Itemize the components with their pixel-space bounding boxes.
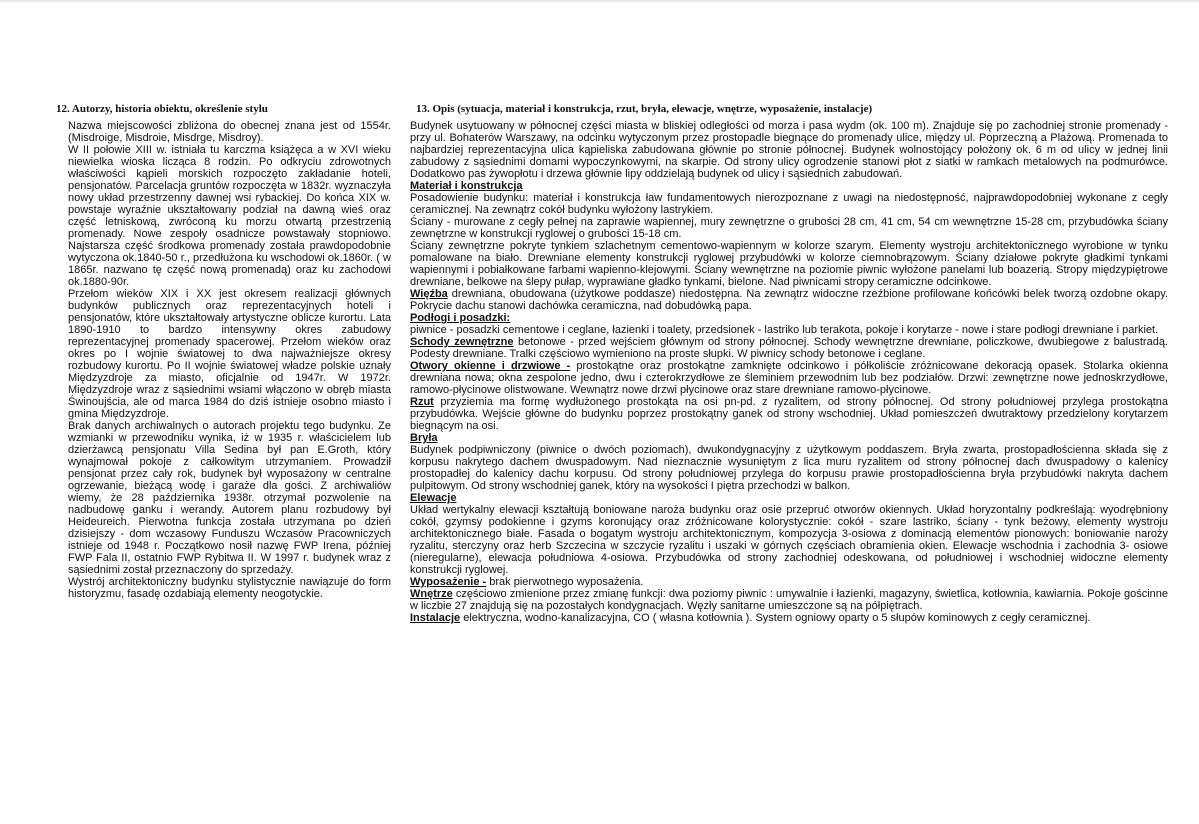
- subsection-stairs: [410, 336, 1168, 360]
- subsection-paragraph: Ściany - murowane z cegły pełnej na zaprawie wapiennej, mury zewnętrzne o grubości 28 cm, 41 cm, 54 cm wewnętrzne 15-28 cm, przybudówka ściany zewnętrzne w konstrukcji ryglowej o grubości 15-18 cm.: [410, 216, 1168, 240]
- history-paragraph: Nazwa miejscowości zbliżona do obecnej znana jest od 1554r. (Misdroige, Misdroie, Misdrge, Misdroy).: [68, 120, 391, 144]
- section-13-heading: 13. Opis (sytuacja, materiał i konstrukcja, rzut, bryła, elewacje, wnętrze, wyposażenie, instalacje): [416, 103, 873, 115]
- subsection-title: Otwory okienne i drzwiowe -: [410, 360, 571, 372]
- subsection-plan: [410, 396, 1168, 432]
- subsection-title: Rzut: [410, 396, 434, 408]
- scan-edge: [0, 0, 1199, 2]
- subsection-interior: [410, 588, 1168, 612]
- subsection-title: Podłogi i posadzki:: [410, 312, 511, 324]
- subsection-text: prostokątne oraz prostokątne zamknięte odcinkowo i półkoliście zróżnicowane dekoracją opasek. Stolarka okienna drewniana nowa; okna zespolone jedno, dwu i czterokrzydłowe ze śleminiem przewodnim lub bez podziałów. Drzwi: zewnętrzne nowe jednoskrzydłowe, ramowo-płycinowe olistwowane. Wewnątrz nowe drzwi płycinowe oraz stare drewniane ramowo-płycinowe.: [410, 360, 1168, 396]
- history-paragraph: Wystrój architektoniczny budynku stylistycznie nawiązuje do form historyzmu, fasadę ozdabiają elementy neogotyckie.: [68, 576, 391, 600]
- subsection-paragraph: Ściany zewnętrzne pokryte tynkiem szlachetnym cementowo-wapiennym w kolorze szarym. Elementy wystroju architektonicznego wyrobione w tynku pomalowane na biało. Drewniane elementy konstrukcji ryglowej przybudówki w kolorze ciemnobrązowym. Ściany działowe pokryte gładkimi tynkami wapiennymi i pobiałkowane farbami wapienno-klejowymi. Ściany wewnętrzne na poziomie piwnic wyłożone panelami lub boazerią. Stropy międzypiętrowe drewniane, belkowe na ślepy pułap, wyprawiane gładko tynkami, bielone. Nad piwnicami stropy ceramiczne odcinkowe.: [410, 240, 1168, 288]
- subsection-material: [410, 180, 1168, 288]
- subsection-title: Wyposażenie -: [410, 576, 487, 588]
- subsection-title: Instalacje: [410, 612, 461, 624]
- subsection-title: Wnętrze: [410, 588, 453, 600]
- history-paragraph: W II połowie XIII w. istniała tu karczma książęca a w XVI wieku niewielka wioska licząca 8 rodzin. Po odkryciu zdrowotnych właściwości kąpieli morskich rozpoczęto zakładanie hoteli, pensjonatów. Parcelacja gruntów rozpoczęta w 1832r. wyznaczyła nowy układ przestrzenny dawnej wsi rybackiej. Do końca XIX w. powstaje wyraźnie ukształtowany podział na dawną wieś oraz część letniskową, zwróconą ku morzu otwartą przestrzenią promenady. Nowe zespoły osadnicze powstawały stopniowo. Najstarsza część środkowa promenady została prawdopodobnie wytyczona ok.1840-50 r., przedłużona ku wschodowi ok.1860r. ( w 1865r. nazwano tę część nową promenadą) oraz ku zachodowi ok.1880-90r.: [68, 144, 391, 288]
- subsection-paragraph: Budynek podpiwniczony (piwnice o dwóch poziomach), dwukondygnacyjny z użytkowym poddaszem. Bryła zwarta, prostopadłościenna składa się z korpusu nakrytego dachem dwuspadowym. Nad nieznacznie wysuniętym z lica muru ryzalitem od strony północnej dach dwuspadowy o kalenicy prostopadłej do kalenicy dachu korpusu. Od strony południowej przylega do korpusu prawie prostopadłościenna bryła przybudówki nakryta dachem pulpitowym. Od strony wschodniej ganek, który na wysokości I piętra przechodzi w balkon.: [410, 444, 1168, 492]
- subsection-title: Więźba: [410, 288, 448, 300]
- subsection-equipment: [410, 576, 1168, 588]
- subsection-text: przyziemia ma formę wydłużonego prostokąta na osi pn-pd. z ryzalitem, od strony północnej. Od strony południowej przylega prostokątna przybudówka. Wejście główne do budynku poprzez prostokątny ganek od strony wschodniej. Układ pomieszczeń dwutraktowy przedzielony korytarzem biegnącym na osi.: [410, 396, 1169, 432]
- subsection-wiezba: [410, 288, 1168, 312]
- subsection-installations: [410, 612, 1168, 624]
- right-column: [398, 100, 1168, 624]
- section-12-heading: 12. Autorzy, historia obiektu, określenie stylu: [56, 103, 268, 115]
- subsection-paragraph: Układ wertykalny elewacji kształtują boniowane naroża budynku oraz osie przepruć otworów okiennych. Układ horyzontalny podkreślają: wyodrębniony cokół, gzymsy podokienne i gzyms koronujący oraz zróżnicowane kolorystycznie: cokół - szare lastriko, ściany - tynk beżowy, elementy wystroju architektonicznego białe. Fasada o bogatym wystroju architektonicznym, kompozycja 3-osiowa z dominacją elementów pionowych: boniowanie naroży ryzalitu, sterczyny oraz herb Szczecina w szczycie ryzalitu i uszaki w górnych częściach obramienia okien. Elewacje wschodnia i zachodnia 3- osiowe (nieregularne), elewacja południowa 4-osiowa. Przybudówka od strony zachodniej odeskowana, od południowej i wschodniej widoczne elementy konstrukcji ryglowej.: [410, 504, 1168, 576]
- subsection-floors: [410, 312, 1168, 336]
- section-13-body: [410, 120, 1168, 624]
- subsection-title: Materiał i konstrukcja: [410, 180, 523, 192]
- subsection-elevations: [410, 492, 1168, 576]
- subsection-title: Bryła: [410, 432, 438, 444]
- subsection-paragraph: Posadowienie budynku: materiał i konstrukcja ław fundamentowych nierozpoznane z uwagi na niedostępność, najprawdopodobniej wykonane z cegły ceramicznej. Na zewnątrz cokół budynku wyłożony lastrykiem.: [410, 192, 1168, 216]
- subsection-text: częściowo zmienione przez zmianę funkcji: dwa poziomy piwnic : umywalnie i łazienki, magazyny, świetlica, kotłownia, kawiarnia. Pokoje gościnne w liczbie 27 znajdują się na pozostałych kondygnacjach. Węzły sanitarne umieszczone są na półpiętrach.: [410, 588, 1168, 612]
- left-column: [46, 100, 391, 600]
- subsection-massing: [410, 432, 1168, 492]
- intro-paragraph: Budynek usytuowany w północnej części miasta w bliskiej odległości od morza i pasa wydm (ok. 100 m). Znajduje się po zachodniej stronie promenady - przy ul. Bohaterów Warszawy, na odcinku wytyczonym przez prostopadle biegnące do promenady ulice, między ul. Poprzeczną a Plażową. Promenada to najbardziej reprezentacyjna ulica kąpieliska zabudowana głównie po stronie północnej. Budynek wolnostojący położony ok. 6 m od ulicy w jednej linii zabudowy z sąsiednimi domami wypoczynkowymi, na skarpie. Od strony ulicy ogrodzenie stanowi płot z siatki w ramkach metalowych na podmurówce. Dodatkowo pas żywopłotu i drzewa głównie lipy oddzielają budynek od ulicy i sąsiednich zabudowań.: [410, 120, 1168, 180]
- subsection-text: elektryczna, wodno-kanalizacyjna, CO ( własna kotłownia ). System ogniowy oparty o 5 słupów kominowych z cegły ceramicznej.: [463, 612, 1091, 624]
- subsection-text: drewniana, obudowana (użytkowe poddasze) niedostępna. Na zewnątrz widoczne rzeźbione profilowane końcówki belek tworzą ozdobne okapy. Pokrycie dachu stanowi dachówka ceramiczna, nad dobudówką papa.: [410, 288, 1168, 312]
- subsection-paragraph: piwnice - posadzki cementowe i ceglane, łazienki i toalety, przedsionek - lastriko lub terakota, pokoje i korytarze - nowe i stare podłogi drewniane i parkiet.: [410, 324, 1159, 336]
- subsection-openings: [410, 360, 1168, 396]
- section-12-body: [68, 120, 391, 600]
- history-paragraph: Brak danych archiwalnych o autorach projektu tego budynku. Ze wzmianki w przewodniku wynika, iż w 1935 r. właścicielem lub dzierżawcą pensjonatu Villa Sedina był pan E.Groth, który wynajmował pokoje z całkowitym utrzymaniem. Prowadził pensjonat przez cały rok, budynek był wyposażony w centralne ogrzewanie, bieżącą wodę i garaże dla gości. Z archiwaliów wiemy, że 28 października 1938r. otrzymał pozwolenie na nadbudowę ganku i werandy. Autorem planu rozbudowy był Heideureich. Pierwotna funkcja została utrzymana po dzień dzisiejszy - dom wczasowy Funduszu Wczasów Pracowniczych istnieje od 1948 r. Początkowo nosił nazwę FWP Irena, później FWP Fala II, ostatnio FWP Rybitwa II. W 1997 r. budynek wraz z sąsiednimi został przeznaczony do sprzedaży.: [68, 420, 391, 576]
- subsection-text: betonowe - przed wejściem głównym od strony północnej. Schody wewnętrzne drewniane, policzkowe, dwubiegowe z balustradą. Podesty drewniane. Tralki częściowo wymieniono na proste słupki. W piwnicy schody betonowe i ceglane.: [410, 336, 1168, 360]
- subsection-text: brak pierwotnego wyposażenia.: [489, 576, 644, 588]
- subsection-title: Schody zewnętrzne: [410, 336, 514, 348]
- subsection-title: Elewacje: [410, 492, 457, 504]
- history-paragraph: Przełom wieków XIX i XX jest okresem realizacji głównych budynków publicznych oraz reprezentacyjnych hoteli i pensjonatów, które ukształtowały artystyczne oblicze kurortu. Lata 1890-1910 to bardzo intensywny okres zabudowy reprezentacyjnej promenady spacerowej. Przełom wieków oraz okres po I wojnie światowej to dwa najważniejsze okresy rozbudowy kurortu. Po II wojnie światowej władze polskie uznały Międzyzdroje za miasto, oficjalnie od 1947r. W 1972r. Międzyzdroje wraz z sąsiednimi wsiami włączono w obręb miasta Świnoujścia, ale od marca 1984 do dziś istnieje osobno miasto i gmina Międzyzdroje.: [68, 288, 391, 420]
